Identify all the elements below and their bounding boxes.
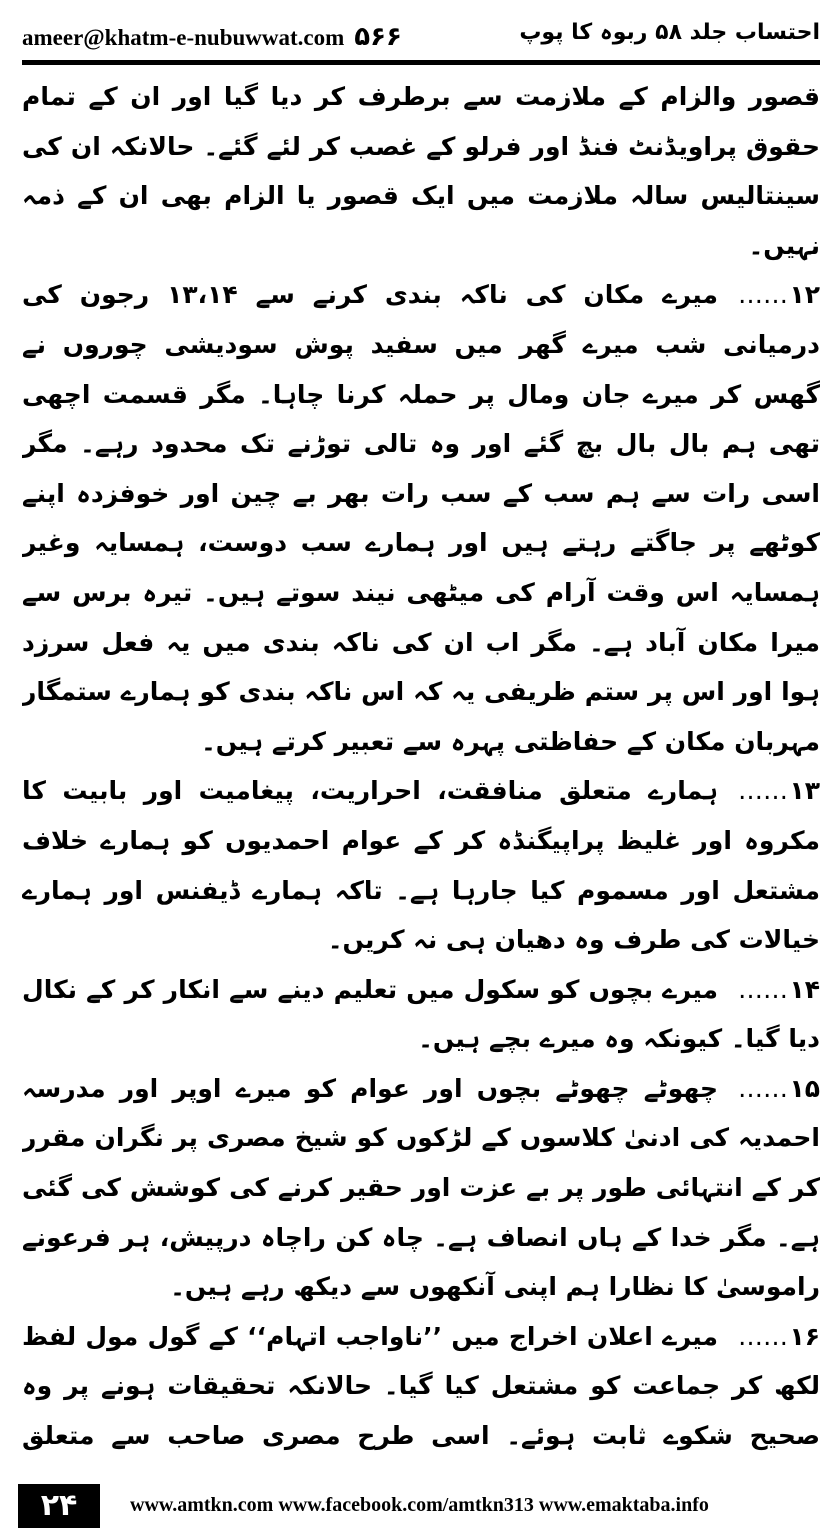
footer-links: www.amtkn.com www.facebook.com/amtkn313 www.emaktaba.info — [130, 1494, 709, 1516]
paragraph-text: میرے مکان کی ناکہ بندی کرنے سے ۱۳،۱۴ رجون کی درمیانی شب میرے گھر میں سفید پوش سودیشی چوروں نے گھس کر میرے جان ومال پر حملہ کرنا چاہا۔ مگر قسمت اچھی تھی ہم بال بال بچ گئے اور وہ تالی توڑنے تک محدود رہے۔ مگر اسی رات سے ہم سب کے سب رات بھر بے چین اور خوفزدہ اپنے کوٹھے پر جاگتے رہتے ہیں اور ہمارے سب دوست، ہمسایہ وغیر ہمسایہ اس وقت آرام کی میٹھی نیند سوتے ہیں۔ تیرہ برس سے میرا مکان آباد ہے۔ مگر اب ان کی ناکہ بندی میں یہ فعل سرزد ہوا اور اس پر ستم ظریفی یہ کہ اس ناکہ بندی کو ہمارے ستمگار مہربان مکان کے حفاظتی پہرہ سے تعبیر کرتے ہیں۔ — [22, 280, 820, 756]
header-book-title: احتساب جلد ۵۸ ربوہ کا پوپ — [519, 20, 820, 45]
item-dots: …… — [738, 974, 788, 1004]
item-number: ۱۶ — [789, 1321, 820, 1351]
paragraph-item-14 — [22, 965, 820, 1064]
item-number: ۱۲ — [789, 280, 820, 310]
paragraph-text: میرے اعلان اخراج میں ’’ناواجب اتہام‘‘ کے گول مول لفظ لکھ کر جماعت کو مشتعل کیا گیا۔ حالانکہ تحقیقات ہونے پر وہ صحیح شکوے ثابت ہوئے۔ اسی طرح مصری صاحب سے متعلق — [22, 1321, 820, 1451]
paragraph-text: چھوٹے چھوٹے بچوں اور عوام کو میرے اوپر اور مدرسہ احمدیہ کی ادنیٰ کلاسوں کے لڑکوں کو شیخ مصری پر نگران مقرر کر کے انتہائی طور پر بے عزت اور حقیر کرنے کی کوشش کی گئی ہے۔ مگر خدا کے ہاں انصاف ہے۔ چاہ کن راچاہ درپیش، ہر فرعونے راموسیٰ کا نظارا ہم اپنی آنکھوں سے دیکھ رہے ہیں۔ — [22, 1073, 820, 1302]
item-dots: …… — [738, 776, 788, 806]
item-dots: …… — [738, 1321, 788, 1351]
paragraph-text: میرے بچوں کو سکول میں تعلیم دینے سے انکار کر کے نکال دیا گیا۔ کیونکہ وہ میرے بچے ہیں۔ — [22, 974, 820, 1054]
page-footer — [18, 1482, 820, 1530]
paragraph-item-13 — [22, 766, 820, 964]
item-number: ۱۴ — [789, 974, 820, 1004]
header-left — [22, 22, 402, 52]
paragraph-continuation — [22, 72, 820, 270]
item-dots: …… — [738, 280, 788, 310]
paragraph-text: ہمارے متعلق منافقت، احراریت، پیغامیت اور بابیت کا مکروہ اور غلیظ پراپیگنڈہ کر کے عوام احمدیوں کو ہمارے خلاف مشتعل اور مسموم کیا جارہا ہے۔ تاکہ ہمارے ڈیفنس اور ہمارے خیالات کی طرف وہ دھیان ہی نہ کریں۔ — [22, 776, 820, 955]
item-number: ۱۵ — [789, 1073, 820, 1103]
header-email: ameer@khatm-e-nubuwwat.com — [22, 25, 345, 50]
footer-page-box: ۲۴ — [18, 1484, 100, 1528]
page-header — [22, 8, 820, 58]
item-dots: …… — [738, 1073, 788, 1103]
paragraph-item-15 — [22, 1064, 820, 1312]
paragraph-text: قصور والزام کے ملازمت سے برطرف کر دیا گیا اور ان کے تمام حقوق پراویڈنٹ فنڈ اور فرلو کے غصب کر لئے گئے۔ حالانکہ ان کی سینتالیس سالہ ملازمت میں ایک قصور یا الزام بھی ان کے ذمہ نہیں۔ — [22, 82, 820, 260]
header-rule — [22, 60, 820, 65]
paragraph-item-16 — [22, 1312, 820, 1460]
paragraph-item-12 — [22, 270, 820, 766]
page-content — [22, 72, 820, 1460]
header-page-number: ۵۶۶ — [354, 22, 402, 52]
item-number: ۱۳ — [789, 776, 820, 806]
